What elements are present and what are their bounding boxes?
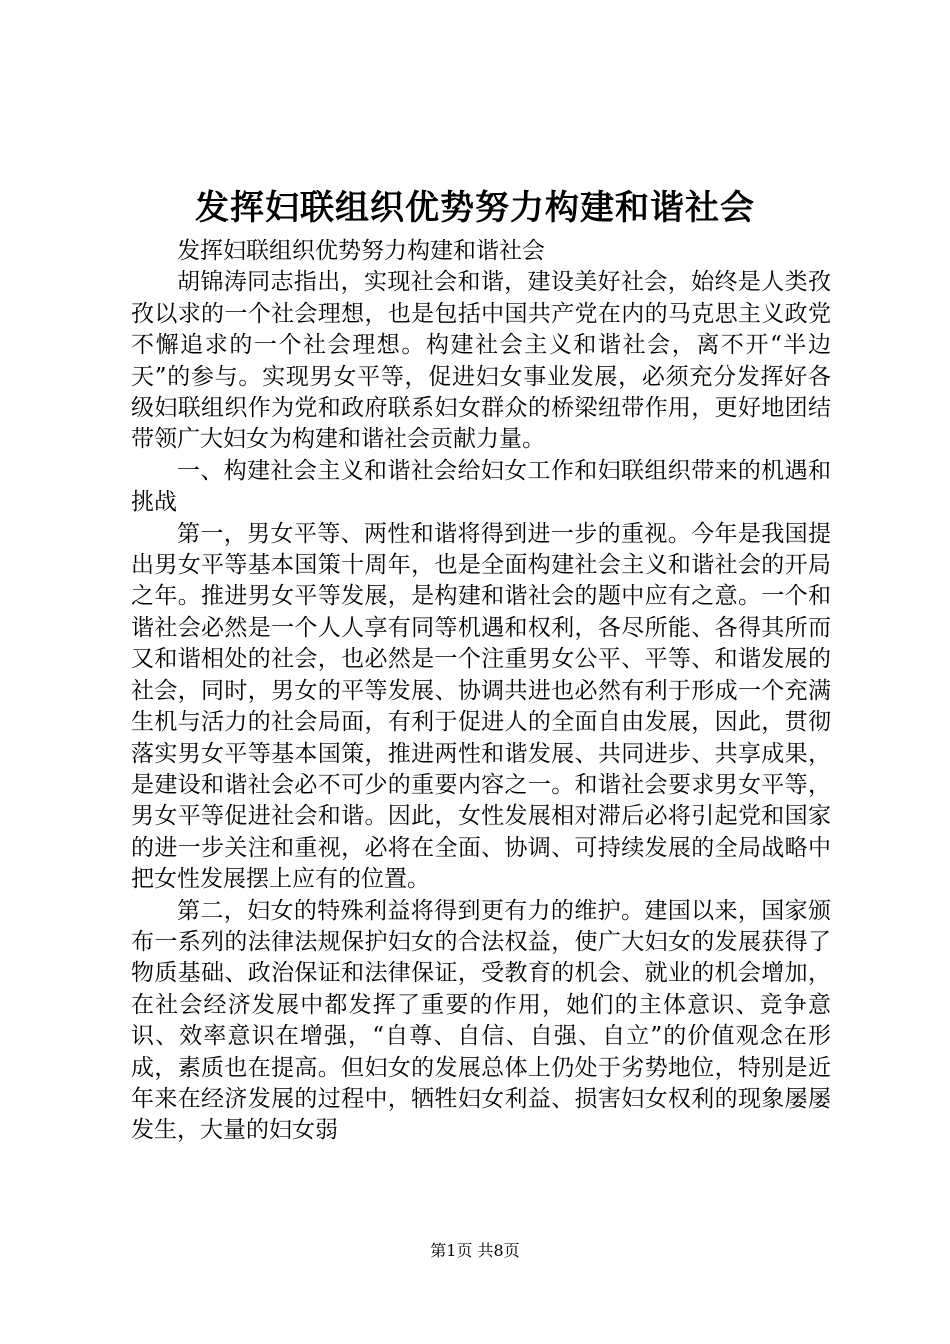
body-paragraph: 第二，妇女的特殊利益将得到更有力的维护。建国以来，国家颁布一系列的法律法规保护妇女的合法权益，使广大妇女的发展获得了物质基础、政治保证和法律保证，受教育的机会、就业的机会增加，在社会经济发展中都发挥了重要的作用，她们的主体意识、竞争意识、效率意识在增强，“自尊、自信、自强、自立”的价值观念在形成，素质也在提高。但妇女的发展总体上仍处于劣势地位，特别是近年来在经济发展的过程中，牺牲妇女利益、损害妇女权利的现象屡屡发生，大量的妇女弱 bbox=[131, 897, 831, 1144]
document-title: 发挥妇联组织优势努力构建和谐社会 bbox=[195, 188, 755, 228]
section-heading: 一、构建社会主义和谐社会给妇女工作和妇联组织带来的机遇和挑战 bbox=[131, 457, 831, 516]
document-body bbox=[131, 236, 831, 1147]
body-paragraph: 第一，男女平等、两性和谐将得到进一步的重视。今年是我国提出男女平等基本国策十周年，也是全面构建社会主义和谐社会的开局之年。推进男女平等发展，是构建和谐社会的题中应有之意。一个和谐社会必然是一个人人享有同等机遇和权利，各尽所能、各得其所而又和谐相处的社会，也必然是一个注重男女公平、平等、和谐发展的社会，同时，男女的平等发展、协调共进也必然有利于形成一个充满生机与活力的社会局面，有利于促进人的全面自由发展，因此，贯彻落实男女平等基本国策，推进两性和谐发展、共同进步、共享成果，是建设和谐社会必不可少的重要内容之一。和谐社会要求男女平等，男女平等促进社会和谐。因此，女性发展相对滞后必将引起党和国家的进一步关注和重视，必将在全面、协调、可持续发展的全局战略中把女性发展摆上应有的位置。 bbox=[131, 520, 831, 893]
body-paragraph: 胡锦涛同志指出，实现社会和谐，建设美好社会，始终是人类孜孜以求的一个社会理想，也是包括中国共产党在内的马克思主义政党不懈追求的一个社会理想。构建社会主义和谐社会，离不开“半边天”的参与。实现男女平等，促进妇女事业发展，必须充分发挥好各级妇联组织作为党和政府联系妇女群众的桥梁纽带作用，更好地团结带领广大妇女为构建和谐社会贡献力量。 bbox=[131, 269, 831, 453]
body-paragraph-subtitle: 发挥妇联组织优势努力构建和谐社会 bbox=[177, 238, 545, 264]
page-number: 第1页 共8页 bbox=[430, 1241, 520, 1260]
